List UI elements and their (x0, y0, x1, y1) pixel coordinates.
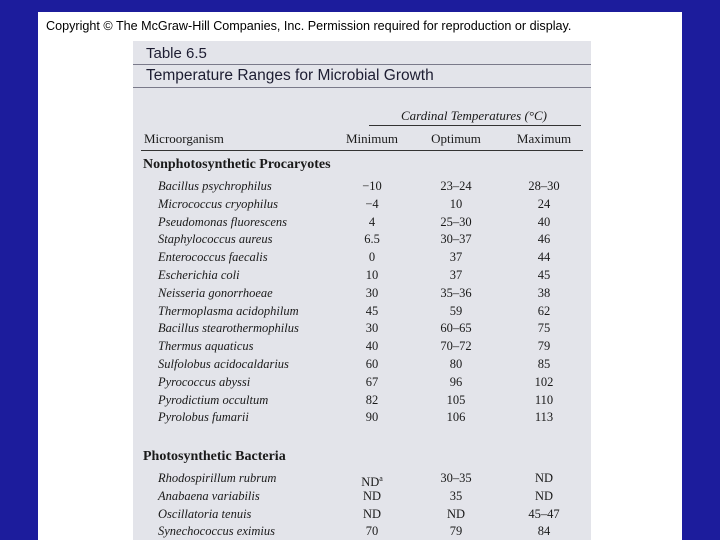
minimum-value: −4 (365, 196, 379, 211)
slide (38, 12, 682, 540)
optimum-value: 30–37 (440, 232, 472, 247)
organism-name: Pyrolobus fumarii (158, 410, 249, 425)
table-row (133, 392, 591, 409)
optimum-value: 96 (449, 374, 463, 389)
section-title: Nonphotosynthetic Procaryotes (143, 157, 331, 172)
organism-name: Oscillatoria tenuis (158, 506, 252, 521)
organism-name: Staphylococcus aureus (158, 232, 273, 247)
table-title: Temperature Ranges for Microbial Growth (146, 67, 434, 84)
minimum-value: 82 (365, 392, 379, 407)
organism-name: Pyrodictium occultum (158, 392, 269, 407)
organism-name: Enterococcus faecalis (158, 250, 268, 265)
copyright-notice: Copyright © The McGraw-Hill Companies, Inc. Permission required for reproduction or display. (46, 19, 572, 33)
organism-name: Synechococcus eximius (158, 524, 275, 539)
organism-name: Escherichia coli (158, 268, 240, 282)
maximum-value: 28–30 (528, 179, 560, 193)
divider (369, 125, 581, 126)
cardinal-temperatures-header: Cardinal Temperatures (°C) (400, 108, 548, 123)
optimum-value: 59 (449, 303, 463, 318)
optimum-value: 60–65 (440, 321, 472, 336)
table-row (133, 488, 591, 505)
divider (133, 87, 591, 88)
column-header-maximum: Maximum (516, 131, 572, 146)
table-row (133, 285, 591, 302)
organism-name: Bacillus psychrophilus (158, 179, 272, 193)
optimum-value: 70–72 (440, 339, 472, 354)
maximum-value: 75 (537, 321, 551, 336)
optimum-value: 35 (449, 488, 463, 503)
maximum-value: 24 (537, 196, 551, 211)
optimum-value: 30–35 (440, 471, 472, 485)
section-title: Photosynthetic Bacteria (143, 449, 286, 464)
optimum-value: 105 (446, 392, 466, 407)
column-header-optimum: Optimum (431, 131, 481, 146)
minimum-value: 90 (365, 410, 379, 425)
maximum-value: 45–47 (528, 506, 560, 521)
organism-name: Rhodospirillum rubrum (158, 471, 277, 485)
maximum-value: 38 (537, 285, 551, 300)
maximum-value: 113 (534, 410, 554, 425)
minimum-value: 70 (365, 524, 379, 539)
minimum-value: 40 (365, 339, 379, 354)
maximum-value: 62 (537, 303, 551, 318)
maximum-value: 110 (534, 392, 554, 407)
maximum-value: 40 (537, 214, 551, 229)
optimum-value: 10 (449, 196, 463, 211)
divider (133, 64, 591, 65)
table-row (133, 470, 591, 490)
temperature-table (133, 41, 591, 540)
minimum-value: ND (362, 488, 382, 503)
organism-name: Thermoplasma acidophilum (158, 303, 299, 318)
table-row (133, 356, 591, 373)
table-row (133, 267, 591, 284)
minimum-value: 4 (368, 214, 376, 229)
optimum-value: 106 (446, 410, 466, 425)
optimum-value: 37 (449, 250, 463, 265)
table-row (133, 196, 591, 213)
table-row (133, 338, 591, 355)
organism-name: Pseudomonas fluorescens (158, 214, 288, 229)
table-row (133, 523, 591, 540)
maximum-value: 85 (537, 357, 551, 371)
table-row (133, 320, 591, 337)
maximum-value: 45 (537, 268, 551, 282)
table-label: Table 6.5 (146, 45, 207, 62)
divider (141, 150, 583, 151)
column-header-minimum: Minimum (345, 131, 398, 146)
minimum-value: 45 (365, 303, 379, 318)
table-row (133, 409, 591, 426)
minimum-value: 0 (368, 250, 376, 265)
minimum-value: −10 (362, 179, 382, 193)
organism-name: Bacillus stearothermophilus (158, 321, 299, 336)
optimum-value: 80 (449, 357, 463, 371)
maximum-value: ND (534, 471, 554, 485)
table-row (133, 231, 591, 248)
table-row (133, 506, 591, 523)
minimum-value: 60 (365, 357, 379, 371)
optimum-value: 25–30 (440, 214, 472, 229)
maximum-value: 44 (537, 250, 551, 265)
optimum-value: 37 (449, 268, 463, 282)
organism-name: Sulfolobus acidocaldarius (158, 357, 289, 371)
optimum-value: 23–24 (440, 179, 472, 193)
maximum-value: 84 (537, 524, 551, 539)
minimum-value: 30 (365, 321, 379, 336)
table-row (133, 178, 591, 195)
maximum-value: 102 (534, 374, 554, 389)
organism-name: Anabaena variabilis (158, 488, 260, 503)
organism-name: Micrococcus cryophilus (158, 196, 278, 211)
optimum-value: 79 (449, 524, 463, 539)
maximum-value: 79 (537, 339, 551, 354)
table-row (133, 374, 591, 391)
optimum-value: 35–36 (440, 285, 472, 300)
optimum-value: ND (446, 506, 466, 521)
table-row (133, 303, 591, 320)
minimum-value: 10 (365, 268, 379, 282)
organism-name: Pyrococcus abyssi (158, 374, 251, 389)
minimum-value: 30 (365, 285, 379, 300)
organism-name: Thermus aquaticus (158, 339, 254, 354)
minimum-value: 67 (365, 374, 379, 389)
table-row (133, 249, 591, 266)
maximum-value: 46 (537, 232, 551, 247)
maximum-value: ND (534, 488, 554, 503)
organism-name: Neisseria gonorrhoeae (158, 285, 273, 300)
minimum-value: 6.5 (364, 232, 380, 247)
minimum-value: ND (362, 506, 382, 521)
table-row (133, 214, 591, 231)
column-header-microorganism: Microorganism (144, 131, 224, 146)
minimum-value-text: ND (361, 475, 380, 490)
footnote-marker: a (379, 474, 383, 483)
